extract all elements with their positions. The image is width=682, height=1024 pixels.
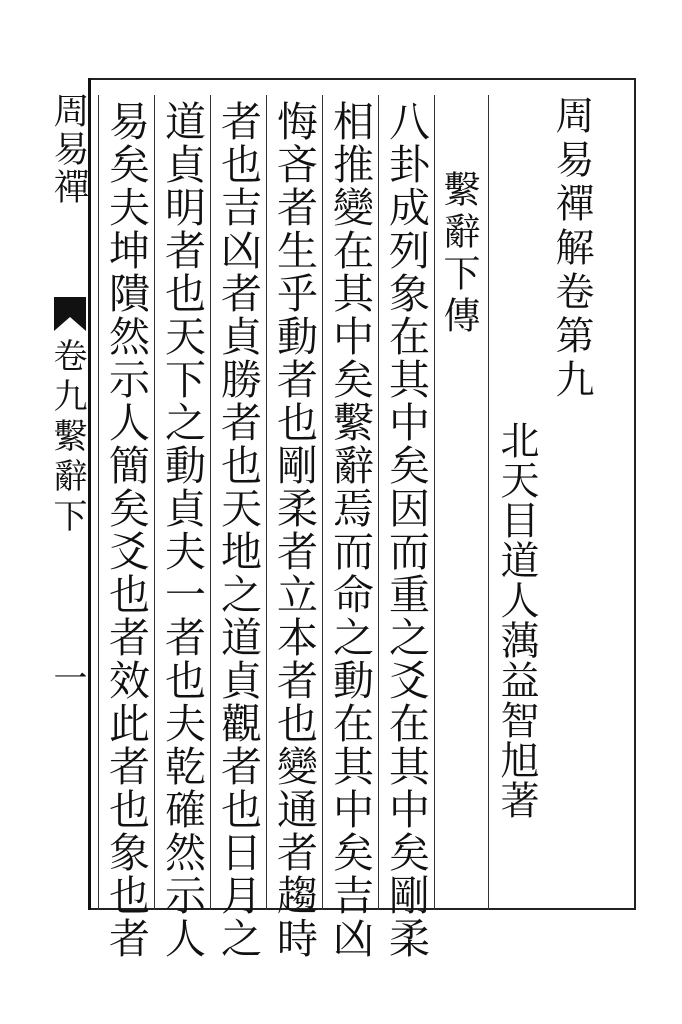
spine-juan: 卷九 bbox=[47, 338, 87, 418]
column-rule bbox=[322, 95, 323, 910]
body-column-4: 者也吉凶者貞勝者也天地之道貞觀者也日月之 bbox=[214, 100, 262, 960]
column-rule bbox=[266, 95, 267, 910]
column-rule bbox=[210, 95, 211, 910]
chapter-heading: 繫辭下傳 bbox=[437, 170, 480, 338]
body-column-6: 易矣夫坤隤然示人簡矣爻也者效此者也象也者 bbox=[102, 100, 150, 960]
body-column-3: 悔吝者生乎動者也剛柔者立本者也變通者趨時 bbox=[270, 100, 318, 960]
volume-title: 周易禪解卷第九 bbox=[549, 95, 594, 403]
spine-section: 繫辭下 bbox=[47, 418, 87, 538]
spine-book-title: 周易禪 bbox=[48, 92, 89, 206]
body-column-5: 道貞明者也天下之動貞夫一者也夫乾確然示人 bbox=[158, 100, 206, 960]
column-rule bbox=[378, 95, 379, 910]
column-rule bbox=[154, 95, 155, 910]
frame-top-border bbox=[88, 78, 636, 80]
fish-tail-mark-icon bbox=[52, 295, 88, 333]
column-rule bbox=[98, 95, 99, 910]
body-column-1: 八卦成列象在其中矣因而重之爻在其中矣剛柔 bbox=[382, 100, 430, 960]
column-rule bbox=[434, 95, 435, 910]
author-line: 北天目道人蕅益智旭著 bbox=[494, 420, 539, 820]
spine-page-number: 一 bbox=[47, 660, 87, 694]
frame-right-border bbox=[634, 78, 636, 910]
body-column-2: 相推變在其中矣繫辭焉而命之動在其中矣吉凶 bbox=[326, 100, 374, 960]
column-rule bbox=[488, 95, 489, 910]
spine-juan-label bbox=[47, 338, 87, 538]
